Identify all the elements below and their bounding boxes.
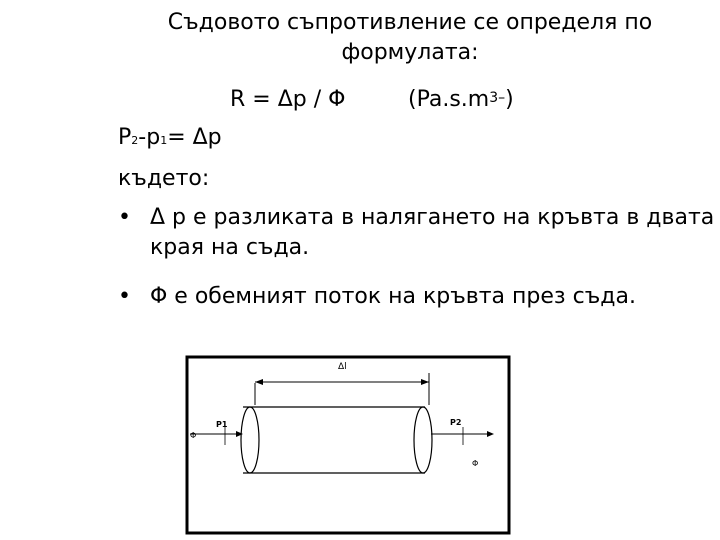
- p1-label: P1: [216, 420, 228, 429]
- p2-label: P2: [450, 418, 462, 427]
- slide-title: [130, 8, 690, 68]
- bullet-text: Φ е обемният поток на кръвта през съда.: [150, 284, 636, 309]
- p2-symbol: P: [118, 125, 132, 150]
- pressure-difference-formula: [118, 124, 222, 155]
- flow-right-label: Φ: [472, 459, 479, 468]
- vessel-diagram: [185, 355, 512, 535]
- bullet-pressure-difference: [118, 203, 718, 267]
- pressure-difference-rest: = Δp: [167, 125, 222, 150]
- minus-p1-symbol: -p: [138, 125, 161, 150]
- p2-subscript: 2: [131, 134, 139, 147]
- title-line-1: Съдовото съпротивление се определя по: [167, 10, 653, 35]
- bullet-marker: •: [118, 284, 131, 309]
- where-label: където:: [118, 166, 210, 191]
- bullet-text: Δ p е разликата в налягането на кръвта в двата края на съда.: [150, 205, 715, 260]
- resistance-formula: R = Δp / Φ: [230, 87, 346, 112]
- bullet-marker: •: [118, 205, 131, 230]
- units-prefix: (Pa.s.m: [408, 87, 490, 112]
- p1-subscript: 1: [160, 134, 168, 147]
- title-line-2: формулата:: [341, 40, 479, 65]
- bullet-volume-flow: [118, 282, 718, 312]
- diagram-frame: [187, 357, 509, 533]
- units-suffix: ): [505, 87, 514, 112]
- flow-left-label: Φ: [190, 431, 197, 440]
- length-label: Δl: [338, 362, 347, 372]
- formula-units: [408, 86, 514, 114]
- units-exponent: 3–: [489, 90, 506, 106]
